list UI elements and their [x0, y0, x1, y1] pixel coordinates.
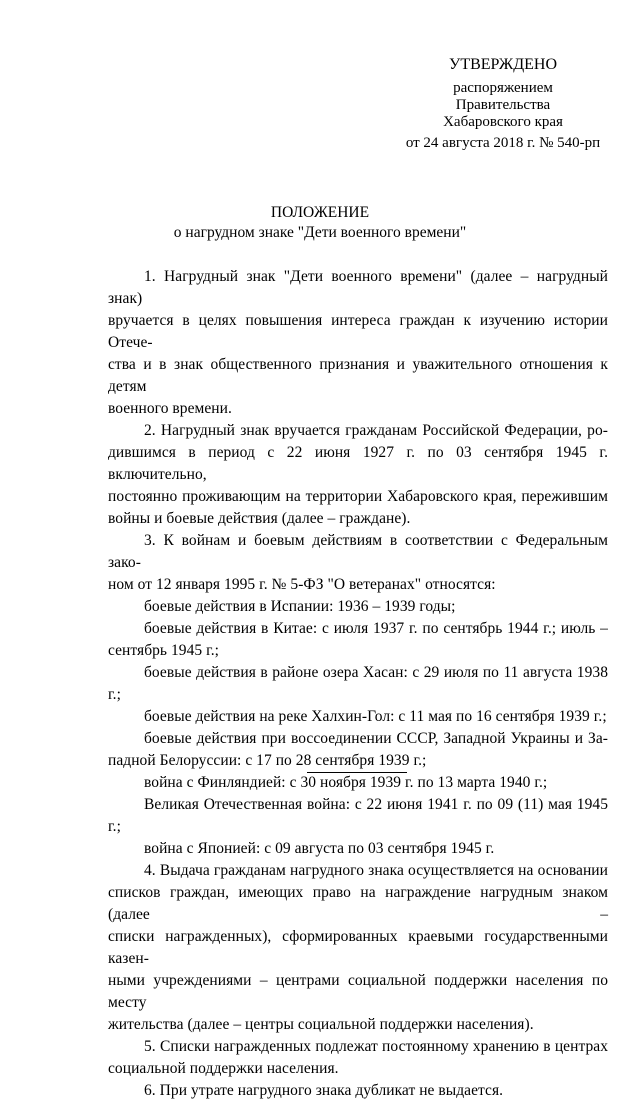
body-paragraph — [108, 618, 608, 662]
paragraph-line: жительства (далее – центры социальной поддержки населения). — [108, 1016, 534, 1033]
approval-line-1: распоряжением — [453, 80, 553, 96]
paragraph-line: ства и в знак общественного признания и уважительного отношения к детям — [108, 356, 608, 395]
document-body — [108, 266, 608, 1102]
body-paragraph — [108, 706, 608, 728]
body-paragraph — [108, 596, 608, 618]
body-paragraph — [108, 530, 608, 596]
paragraph-line: боевые действия в Китае: с июля 1937 г. по сентябрь 1944 г.; июль – — [144, 620, 608, 637]
approval-line-3: Хабаровского края — [443, 114, 563, 130]
body-paragraph — [108, 838, 608, 860]
paragraph-line: военного времени. — [108, 400, 232, 417]
paragraph-line: 4. Выдача гражданам нагрудного знака осуществляется на основании — [144, 862, 608, 879]
approval-title: УТВЕРЖДЕНО — [448, 56, 557, 73]
paragraph-line: списки награжденных), сформированных краевыми государственными казен- — [108, 928, 608, 967]
body-paragraph — [108, 662, 608, 706]
approval-stamp — [398, 56, 608, 152]
paragraph-line: война с Японией: с 09 августа по 03 сентября 1945 г. — [144, 840, 495, 857]
paragraph-line: 6. При утрате нагрудного знака дубликат не выдается. — [144, 1082, 504, 1099]
paragraph-line: ными учреждениями – центрами социальной поддержки населения по месту — [108, 972, 608, 1011]
approval-date: от 24 августа 2018 г. № 540-рп — [405, 135, 601, 151]
paragraph-line: боевые действия в районе озера Хасан: с 29 июля по 11 августа 1938 г.; — [108, 664, 608, 703]
paragraph-line: 2. Нагрудный знак вручается гражданам Российской Федерации, ро- — [144, 422, 608, 439]
body-paragraph — [108, 1036, 608, 1080]
paragraph-line: вручается в целях повышения интереса граждан к изучению истории Отече- — [108, 312, 608, 351]
paragraph-line: дившимся в период с 22 июня 1927 г. по 03 сентября 1945 г. включительно, — [108, 444, 608, 483]
paragraph-line: войны и боевые действия (далее – граждане). — [108, 510, 411, 527]
approval-line-2: Правительства — [455, 97, 551, 113]
paragraph-line: ном от 12 января 1995 г. № 5-ФЗ "О ветеранах" относятся: — [108, 576, 496, 593]
paragraph-line: 1. Нагрудный знак "Дети военного времени" (далее – нагрудный знак) — [108, 268, 608, 307]
body-paragraph — [108, 420, 608, 530]
end-separator-line — [307, 772, 407, 773]
paragraph-line: 3. К войнам и боевым действиям в соответствии с Федеральным зако- — [108, 532, 608, 571]
document-title: ПОЛОЖЕНИЕ — [270, 204, 370, 221]
paragraph-line: 5. Списки награжденных подлежат постоянному хранению в центрах — [144, 1038, 608, 1055]
paragraph-line: война с Финляндией: с 30 ноября 1939 г. по 13 марта 1940 г.; — [144, 774, 548, 791]
paragraph-line: боевые действия в Испании: 1936 – 1939 годы; — [144, 598, 456, 615]
paragraph-line: боевые действия при воссоединении СССР, Западной Украины и За- — [144, 730, 608, 747]
body-paragraph — [108, 860, 608, 1036]
body-paragraph — [108, 794, 608, 838]
body-paragraph — [108, 1080, 608, 1102]
paragraph-line: падной Белоруссии: с 17 по 28 сентября 1939 г.; — [108, 752, 427, 769]
paragraph-line: списков граждан, имеющих право на награждение нагрудным знаком (далее – — [108, 884, 608, 923]
paragraph-line: социальной поддержки населения. — [108, 1060, 339, 1077]
paragraph-line: Великая Отечественная война: с 22 июня 1941 г. по 09 (11) мая 1945 г.; — [108, 796, 608, 835]
paragraph-line: постоянно проживающим на территории Хабаровского края, пережившим — [108, 488, 608, 505]
body-paragraph — [108, 728, 608, 772]
paragraph-line: боевые действия на реке Халхин-Гол: с 11 мая по 16 сентября 1939 г.; — [144, 708, 607, 725]
document-subtitle: о нагрудном знаке "Дети военного времени" — [173, 224, 467, 241]
body-paragraph — [108, 772, 608, 794]
body-paragraph — [108, 266, 608, 420]
paragraph-line: сентябрь 1945 г.; — [108, 642, 220, 659]
